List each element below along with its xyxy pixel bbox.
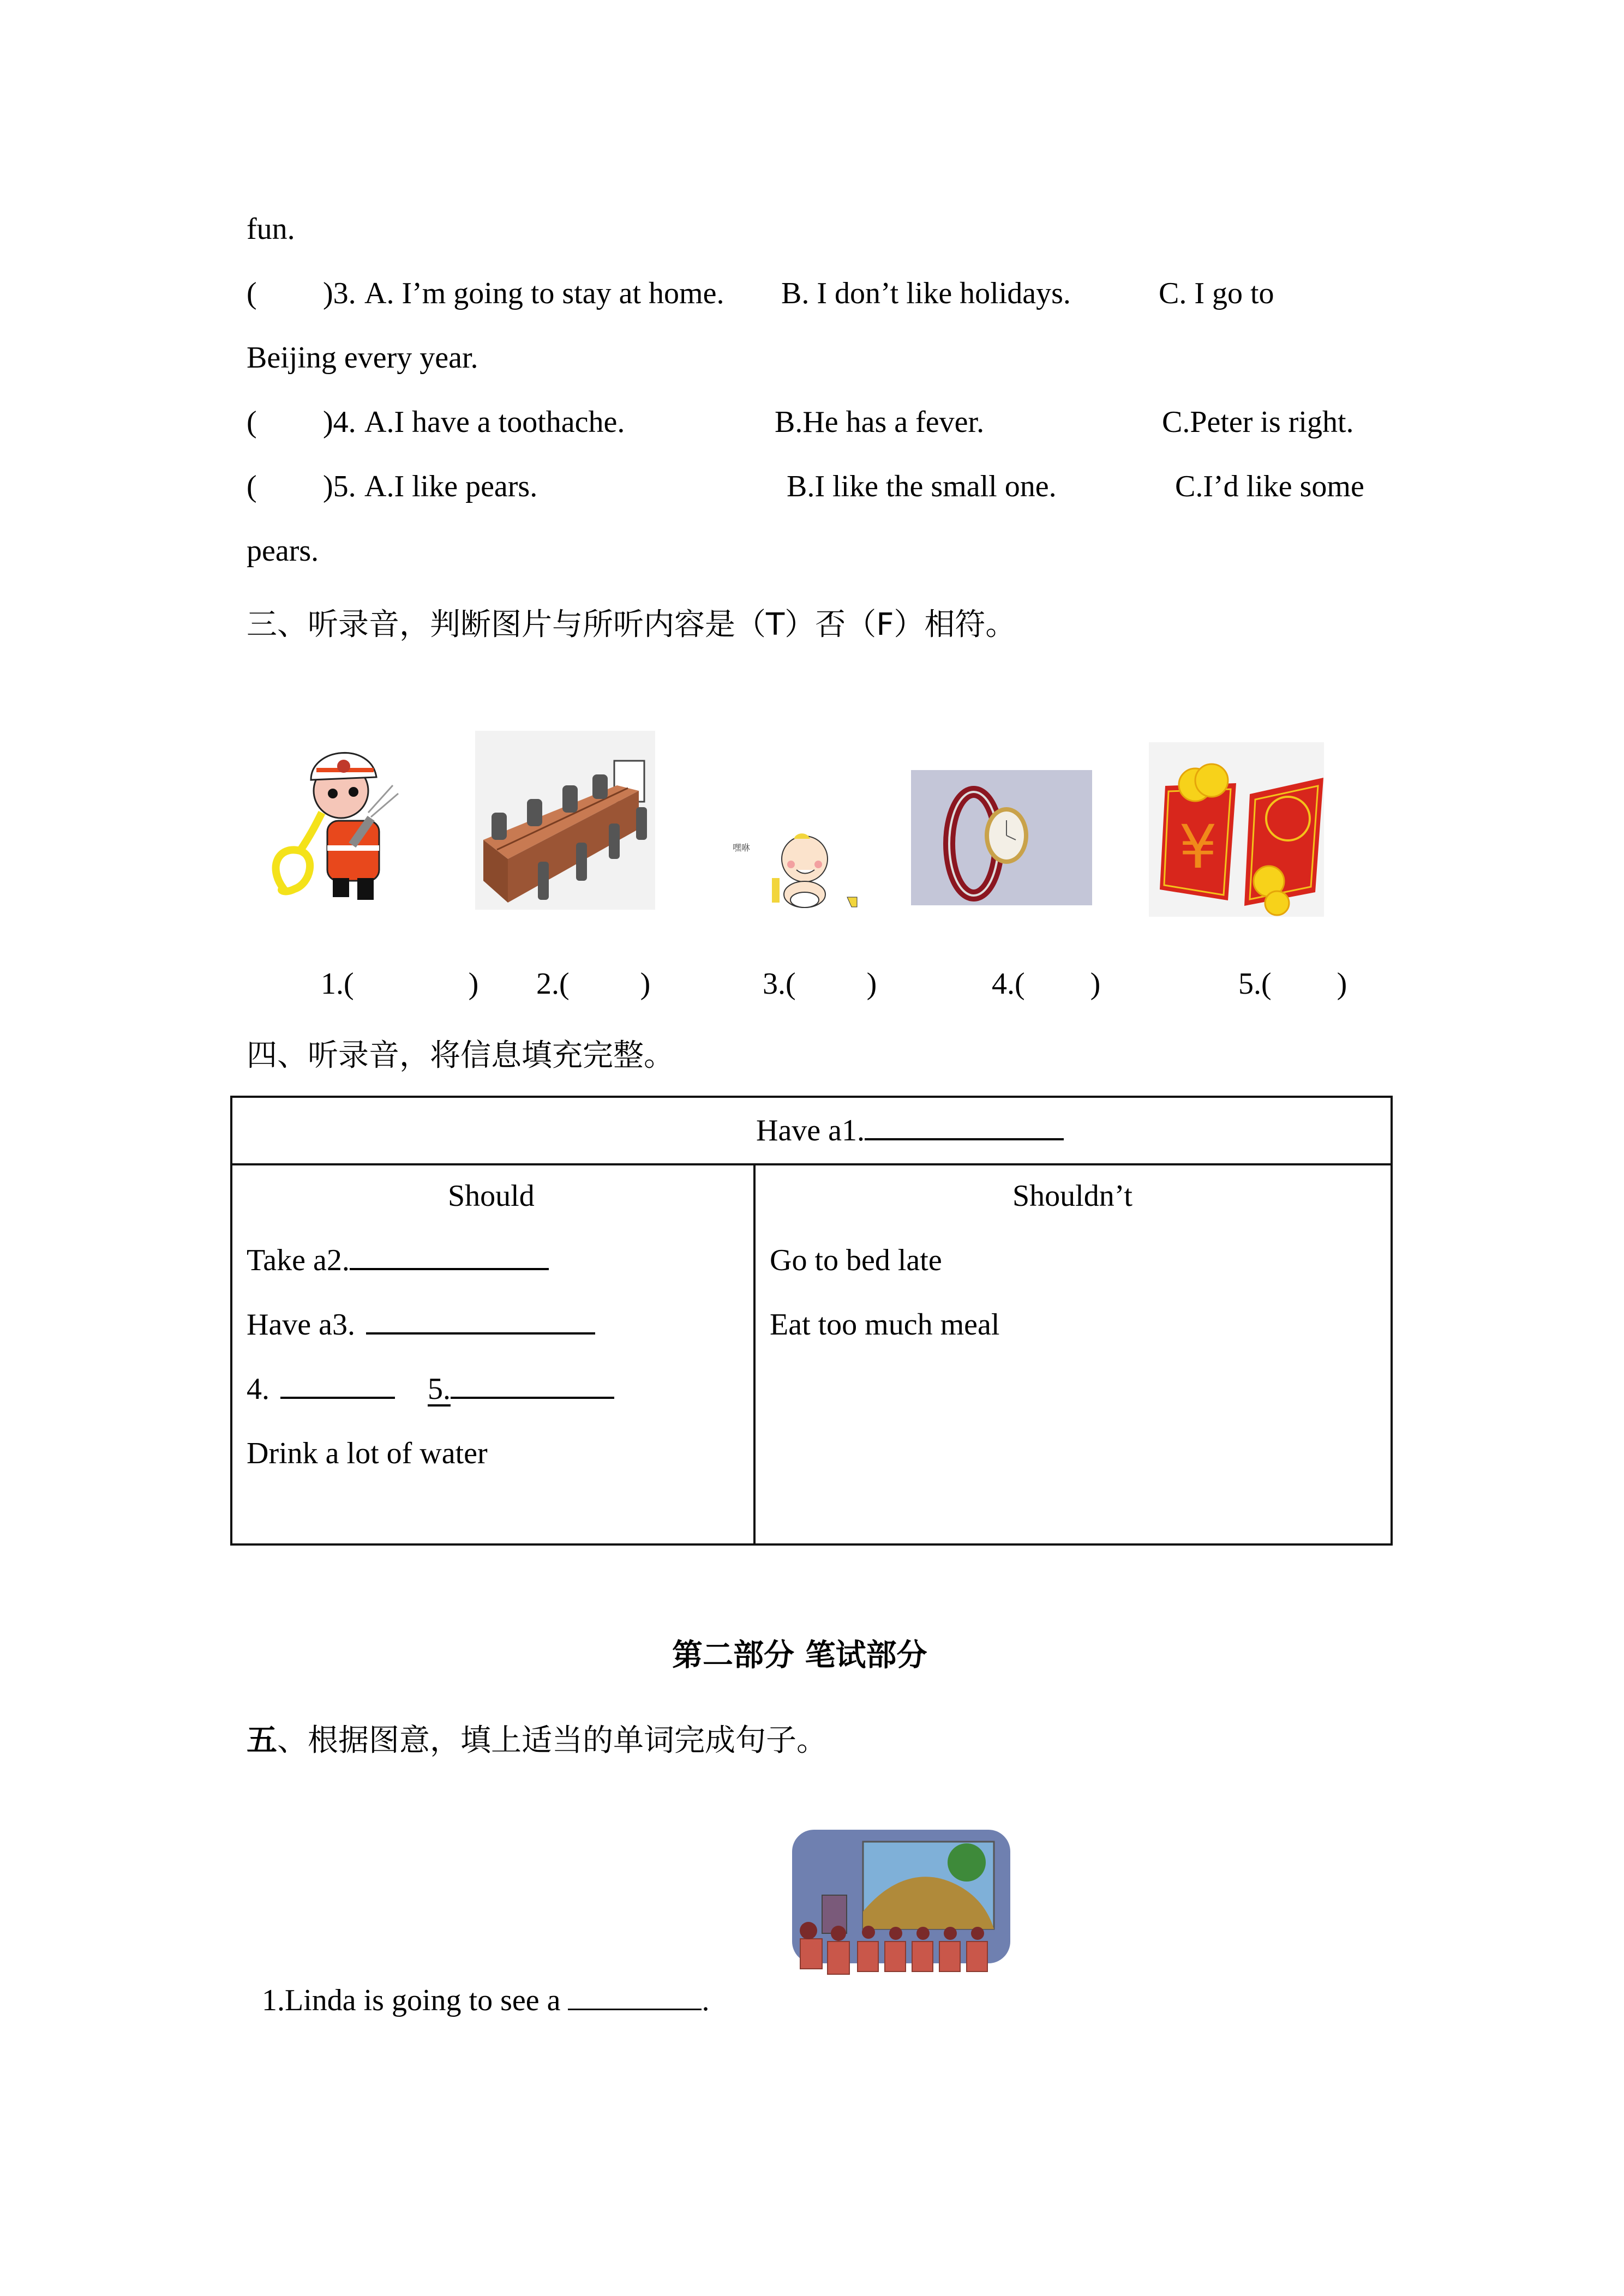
q4-option-c: C.Peter is right. [1162, 405, 1354, 439]
answer-number: 2. [536, 967, 559, 1001]
wrapped-text-fun: fun. [247, 212, 295, 246]
info-table [230, 1096, 1393, 1546]
q3-number-text: 3. [333, 277, 356, 310]
q5-number-text: 5. [333, 470, 356, 503]
should-row-label: Have a3. [247, 1308, 356, 1342]
answer-open-paren: ( [1261, 967, 1272, 1001]
svg-text:嘿咻: 嘿咻 [733, 843, 751, 853]
blank-5-label: 5. [428, 1372, 451, 1406]
table-header-text [756, 1115, 1064, 1146]
answer-number: 4. [992, 967, 1015, 1001]
section5-instructions: 、根据图意，填上适当的单词完成句子。 [277, 1723, 827, 1758]
red-envelope-picture [1149, 742, 1324, 917]
blank-5[interactable] [451, 1375, 614, 1399]
shouldnt-row-2: Eat too much meal [770, 1308, 1000, 1342]
q5-number: )5. [323, 470, 356, 503]
q3-number: )3. [323, 277, 356, 310]
section4-title: 四、听录音，将信息填充完整。 [247, 1038, 674, 1073]
answer-close-paren: ) [866, 967, 877, 1001]
q1-period: . [702, 1984, 710, 2017]
section5-title [247, 1723, 827, 1758]
cinema-picture [792, 1830, 1010, 1980]
answer-open-paren: ( [559, 967, 570, 1001]
answer-close-paren: ) [1090, 967, 1101, 1001]
wristwatch-icon [911, 770, 1092, 905]
answer-open-paren: ( [786, 967, 796, 1001]
should-row-3 [247, 1374, 614, 1404]
table-column-divider [753, 1163, 756, 1543]
conference-table-icon [475, 731, 655, 910]
red-envelope-icon [1149, 742, 1324, 917]
answer-close-paren: ) [1337, 967, 1347, 1001]
shouldnt-row-1: Go to bed late [770, 1243, 942, 1277]
q3-answer-paren[interactable]: ( [247, 277, 257, 310]
firefighter-icon [262, 725, 426, 906]
blank-4-label: 4. [247, 1372, 269, 1406]
part2-title: 第二部分 笔试部分 [672, 1638, 927, 1673]
section3-title: 三、听录音，判断图片与所听内容是（T）否（F）相符。 [247, 607, 1016, 642]
should-row-2 [247, 1309, 595, 1340]
table-header-row [232, 1098, 1391, 1165]
q3-option-c-wrap: Beijing every year. [247, 341, 478, 375]
answer-close-paren: ) [640, 967, 651, 1001]
q4-answer-paren[interactable]: ( [247, 405, 257, 439]
blank-4[interactable] [280, 1375, 395, 1399]
q1-sentence: 1.Linda is going to see a [262, 1984, 568, 2017]
q3-option-b: B. I don’t like holidays. [781, 277, 1071, 310]
q4-number: )4. [323, 405, 356, 439]
q4-option-b: B.He has a fever. [775, 405, 985, 439]
q5-option-a: A.I like pears. [364, 470, 538, 503]
baby-icon [728, 818, 881, 910]
should-row-label: Take a2. [247, 1243, 350, 1277]
q5-option-c-wrap: pears. [247, 534, 319, 568]
q5-option-c: C.I’d like some [1175, 470, 1364, 503]
q5-answer-paren[interactable]: ( [247, 470, 257, 503]
q4-option-a: A.I have a toothache. [364, 405, 625, 439]
should-row-4: Drink a lot of water [247, 1436, 488, 1470]
q3-option-a: A. I’m going to stay at home. [364, 277, 724, 310]
answer-number: 1. [321, 967, 344, 1001]
section5-number: 五 [247, 1723, 277, 1758]
watch-picture [911, 770, 1092, 905]
meeting-room-picture [475, 731, 655, 910]
section5-q1 [262, 1985, 709, 2016]
shouldnt-heading: Shouldn’t [1012, 1179, 1132, 1213]
picture-answer-4[interactable] [992, 969, 1100, 999]
q1-blank[interactable] [568, 1987, 702, 2010]
blank-2[interactable] [350, 1246, 549, 1270]
q3-option-c: C. I go to [1159, 277, 1274, 310]
svg-text:¥: ¥ [1179, 812, 1217, 882]
should-heading: Should [448, 1179, 535, 1213]
q5-option-b: B.I like the small one. [787, 470, 1057, 503]
answer-open-paren: ( [1015, 967, 1025, 1001]
baby-picture [728, 818, 881, 910]
answer-number: 5. [1238, 967, 1261, 1001]
picture-answer-2[interactable] [536, 969, 650, 999]
picture-answer-1[interactable] [321, 969, 478, 999]
picture-answer-3[interactable] [763, 969, 877, 999]
blank-3[interactable] [366, 1311, 595, 1335]
blank-1[interactable] [865, 1116, 1064, 1140]
firefighter-picture [262, 725, 426, 906]
cinema-icon [792, 1830, 1010, 1980]
should-row-1 [247, 1245, 549, 1276]
answer-number: 3. [763, 967, 786, 1001]
answer-open-paren: ( [344, 967, 354, 1001]
q4-number-text: 4. [333, 405, 356, 439]
header-label: Have a1. [756, 1114, 865, 1147]
picture-answer-5[interactable] [1238, 969, 1347, 999]
answer-close-paren: ) [468, 967, 479, 1001]
